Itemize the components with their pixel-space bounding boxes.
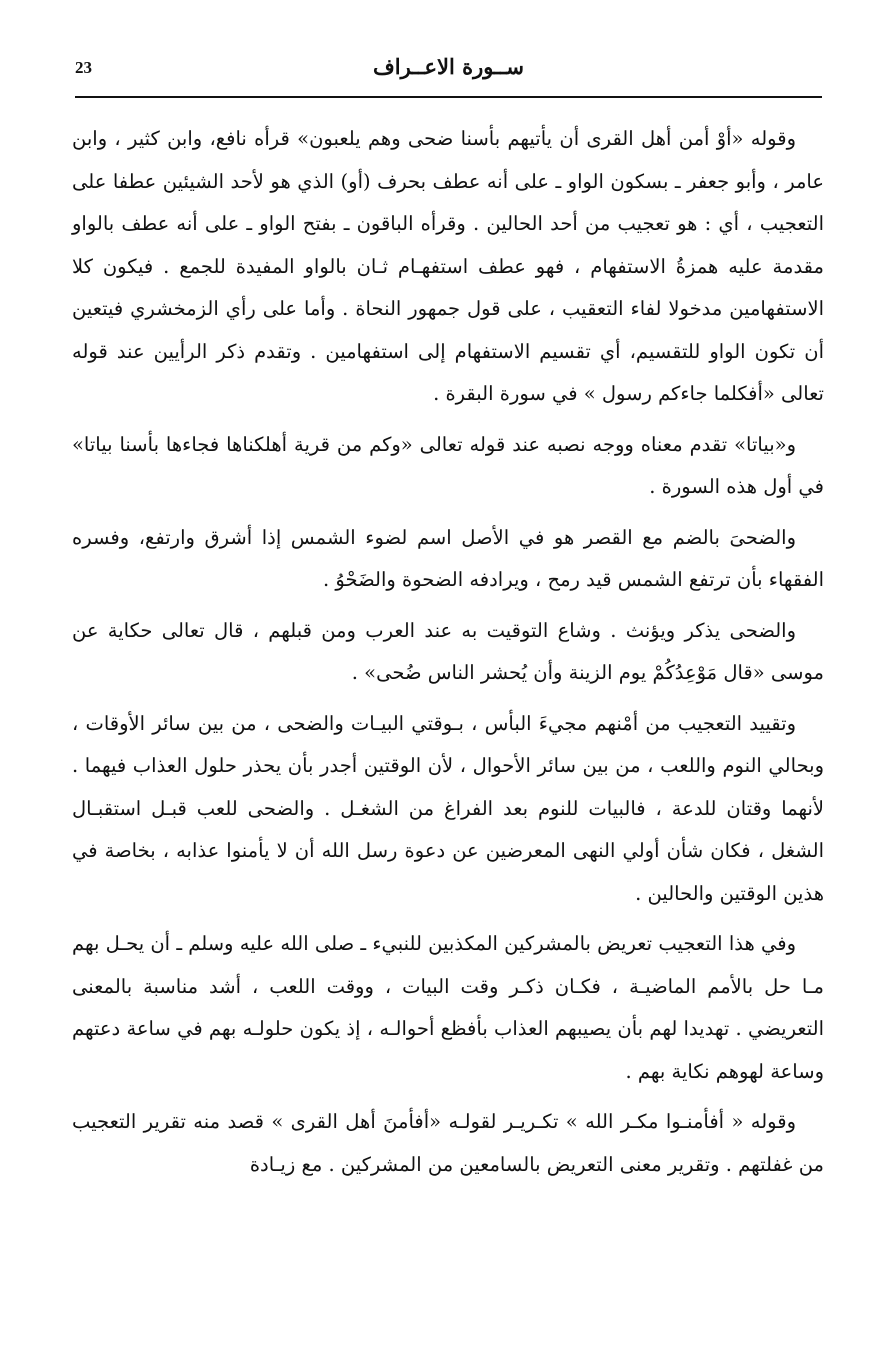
running-title: ســورة الاعــراف bbox=[372, 54, 525, 79]
paragraph: وتقييد التعجيب من أمْنهم مجيءَ البأس ، بـوقتي البيـات والضحى ، من بين سائر الأوقات ، وبحالي النوم واللعب ، من بين سائر الأحوال ، لأن الوقتين أجدر بأن يحذر حلول العذاب فيهما . لأنهما وقتان للدعة ، فالبيات للنوم بعد الفراغ من الشغـل . والضحى للعب قبـل استقبـال الشغل ، فكان شأن أولي النهى المعرضين عن دعوة رسل الله أن لا يأمنوا عذابه ، بخاصة في هذين الوقتين والحالين . bbox=[72, 711, 824, 905]
paragraph: والضحىَ بالضم مع القصر هو في الأصل اسم لضوء الشمس إذا أشرق وارتفع، وفسره الفقهاء بأن ترتفع الشمس قيد رمح ، ويرادفه الضحوة والضَحْوُ . bbox=[72, 525, 824, 591]
paragraph: والضحى يذكر ويؤنث . وشاع التوقيت به عند العرب ومن قبلهم ، قال تعالى حكاية عن موسى «قال مَوْعِدُكُمْ يوم الزينة وأن يُحشر الناس ضُحى» . bbox=[72, 618, 824, 684]
page-number: 23 bbox=[75, 58, 92, 77]
paragraph: و«بياتا» تقدم معناه ووجه نصبه عند قوله تعالى «وكم من قرية أهلكناها فجاءها بأسنا بياتا» في أول هذه السورة . bbox=[72, 432, 824, 498]
paragraph: وفي هذا التعجيب تعريض بالمشركين المكذبين للنبيء ـ صلى الله عليه وسلم ـ أن يحـل بهم مـا حل بالأمم الماضيـة ، فكـان ذكـر وقت البيات ، ووقت اللعب ، أشد مناسبة بالمعنى التعريضي . تهديدا لهم بأن يصيبهم العذاب بأفظع أحوالـه ، إذ يكون حلولـه بهم في ساعة دعتهم وساعة لهوهم نكاية بهم . bbox=[72, 932, 824, 1083]
header-rule bbox=[75, 96, 822, 98]
paragraph: وقوله «أوْ أمن أهل القرى أن يأتيهم بأسنا ضحى وهم يلعبون» قرأه نافع، وابن كثير ، وابن عامر ، وأبو جعفر ـ بسكون الواو ـ على أنه عطف بحرف (أو) الذي هو لأحد الشيئين عطفا على التعجيب ، أي : هو تعجيب من أحد الحالين . وقرأه الباقون ـ بفتح الواو ـ على أنه عطف بالواو مقدمة عليه همزةُ الاستفهام ، فهو عطف استفهـام ثـان بالواو المفيدة للجمع . فيكون كلا الاستفهامين مدخولا لفاء التعقيب ، على قول جمهور النحاة . وأما على رأي الزمخشري فيتعين أن تكون الواو للتقسيم، أي تقسيم الاستفهام إلى استفهامين . وتقدم ذكر الرأيين عند قوله تعالى «أفكلما جاءكم رسول » في سورة البقرة . bbox=[72, 127, 824, 405]
page-header bbox=[75, 50, 822, 96]
body-text bbox=[72, 118, 824, 1194]
paragraph: وقوله « أفأمنـوا مكـر الله » تكـريـر لقولـه «أفأمنَ أهل القرى » قصد منه تقرير التعجيب من غفلتهم . وتقرير معنى التعريض بالسامعين من المشركين . مع زيـادة bbox=[72, 1110, 824, 1176]
